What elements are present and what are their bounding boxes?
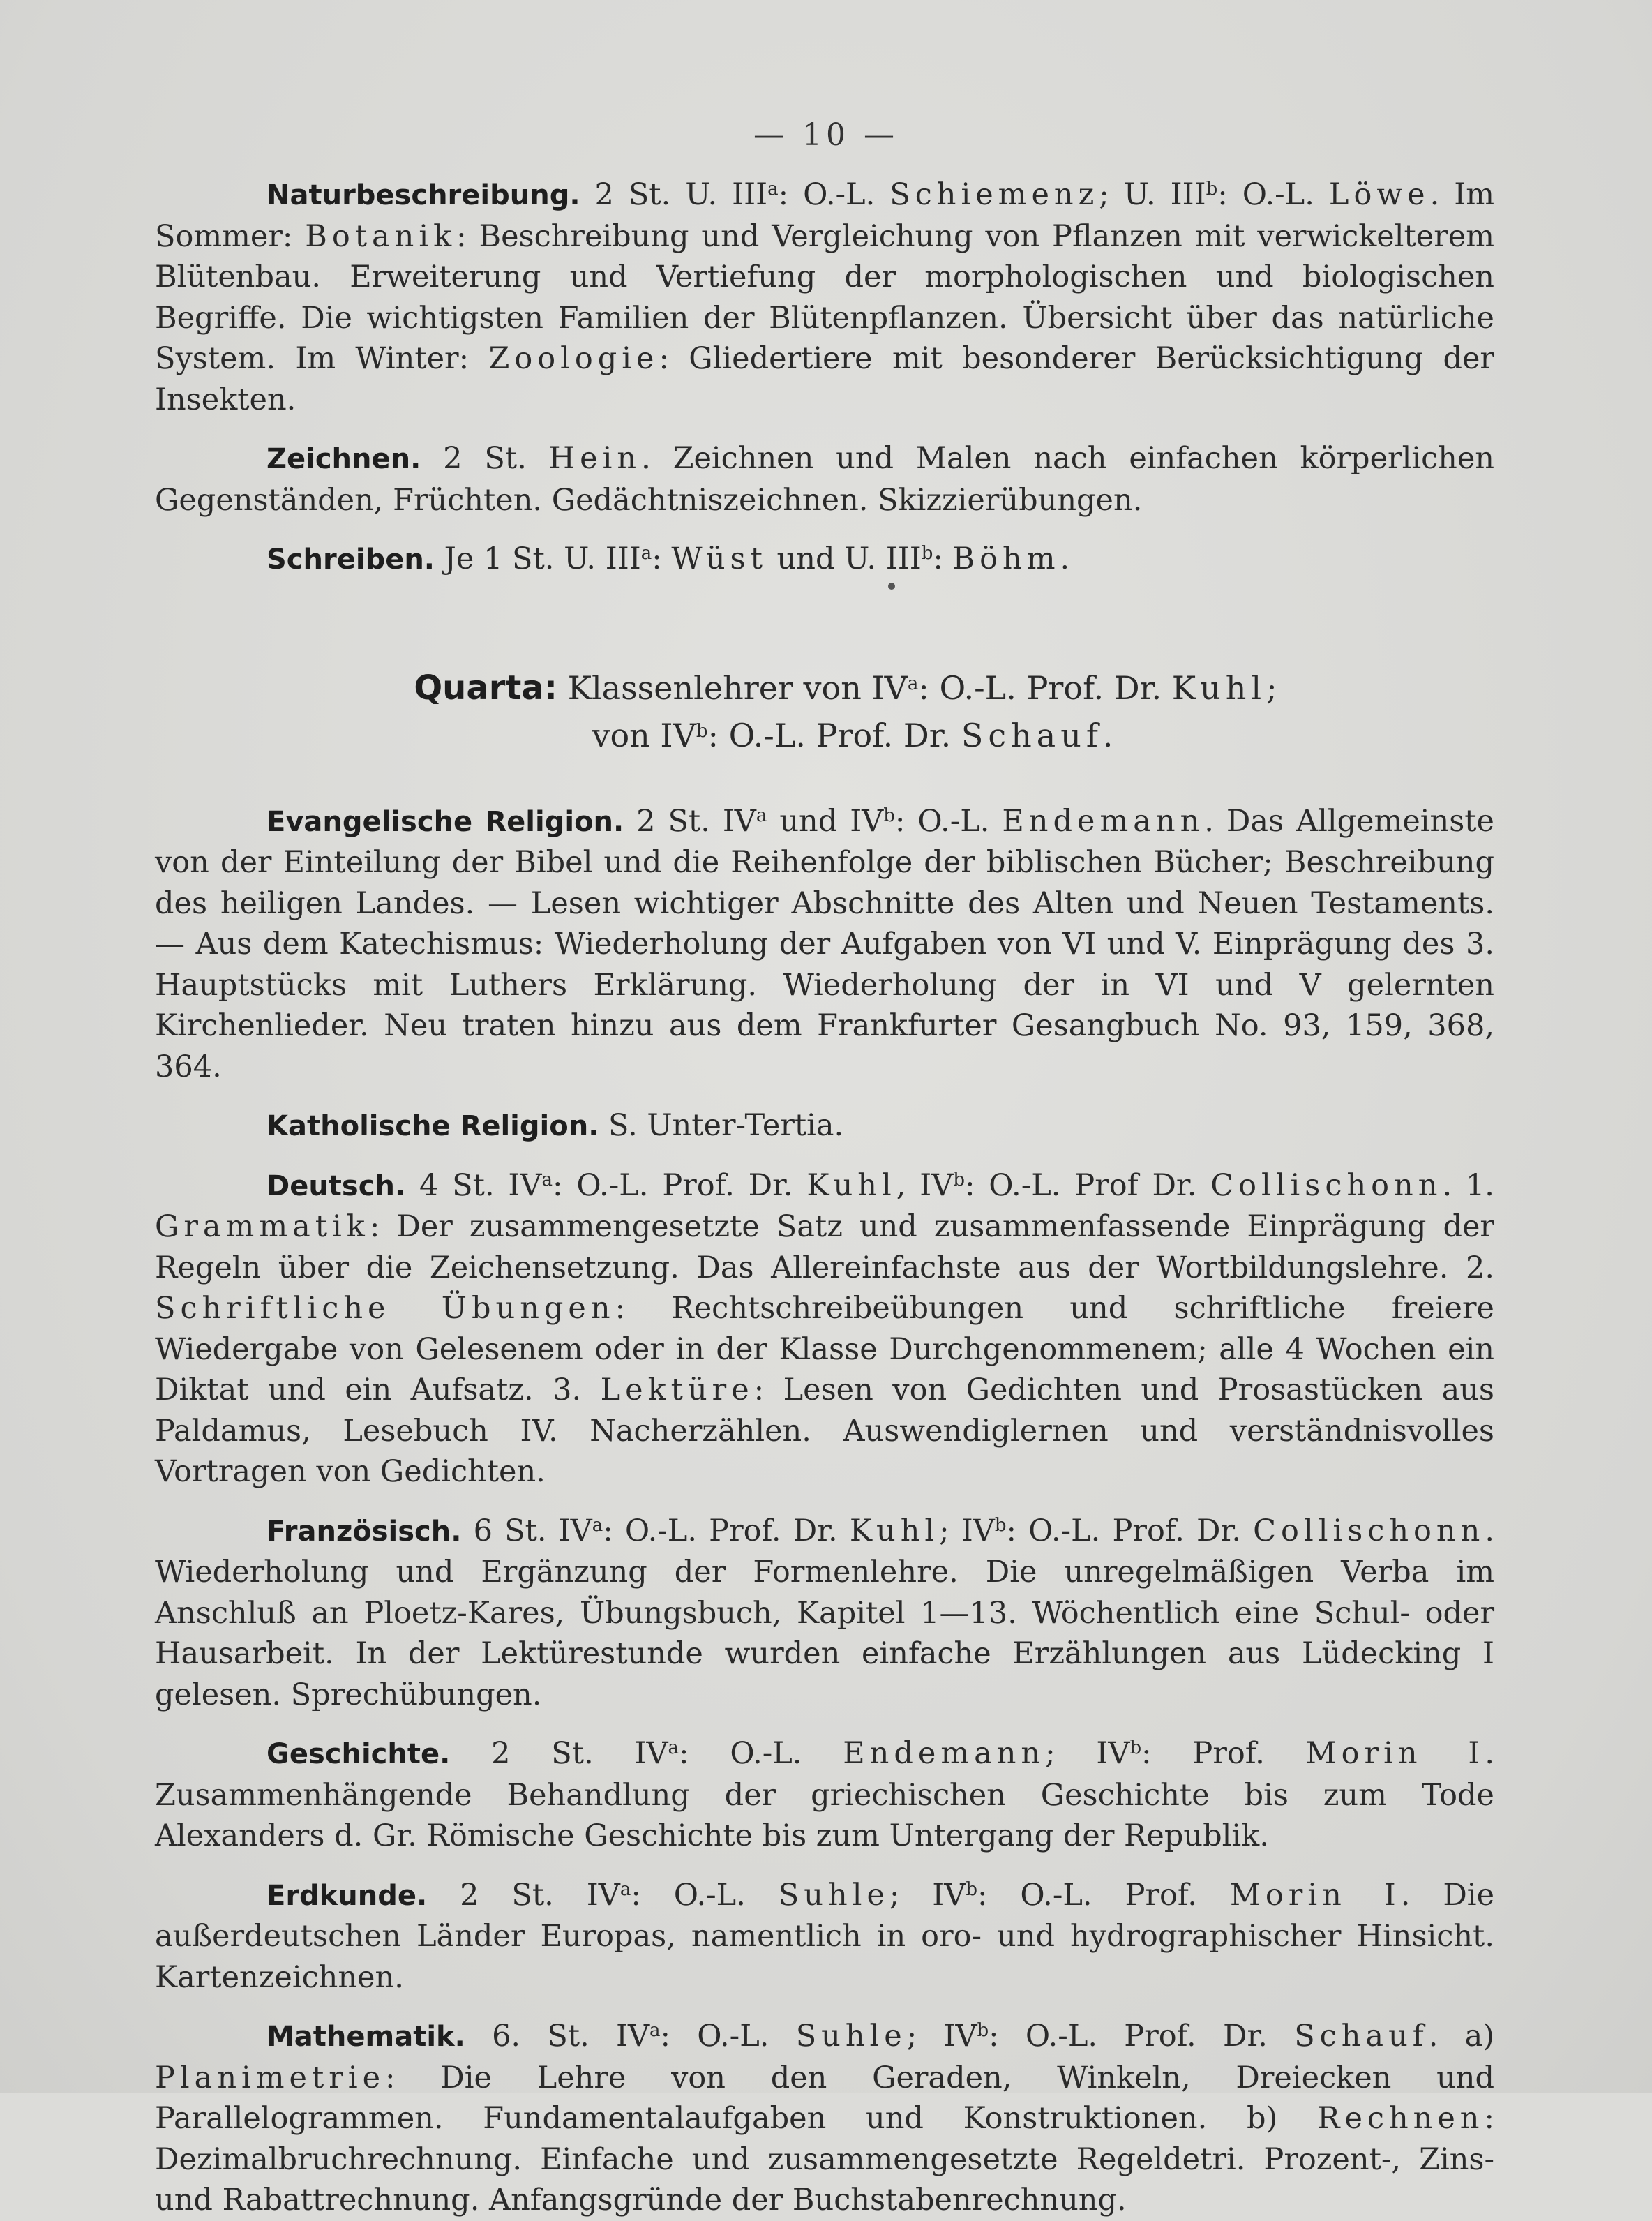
spaced-name: Planimetrie <box>155 2060 386 2095</box>
superscript: b <box>977 2020 989 2041</box>
subject-heading: Erdkunde. <box>266 1879 428 1912</box>
subject-paragraph <box>155 174 1494 420</box>
superscript: a <box>541 1169 553 1190</box>
text-run: . <box>1060 541 1070 576</box>
text-run: . Zeichnen und Malen nach einfachen körperlichen Gegenständen, Früchten. Gedächtniszeichnen. Skizzierübungen. <box>155 441 1494 518</box>
text-run: . Das Allgemeinste von der Einteilung der Bibel und die Reihenfolge der biblischen Bücher; Beschreibung des heiligen Landes. — Lesen wichtiger Abschnitte des Alten und Neuen Testaments. — Aus dem Katechismus: Wiederholung der Aufgaben von VI und V. Einprägung des 3. Hauptstücks mit Luthers Erklärung. Wiederholung der in VI und V gelernten Kirchenlieder. Neu traten hinzu aus dem Frankfurter Gesangbuch No. 93, 159, 368, 364. <box>155 803 1495 1084</box>
spaced-name: Kuhl <box>1171 668 1267 707</box>
text-run: . 1. <box>1442 1167 1494 1203</box>
spaced-name: Löwe <box>1328 177 1430 212</box>
text-run: ; IV <box>939 1513 995 1548</box>
subject-heading: Schreiben. <box>266 544 435 576</box>
subject-paragraph <box>155 1511 1494 1716</box>
subject-paragraph <box>155 539 1494 581</box>
subject-paragraph <box>155 438 1494 521</box>
section-heading-quarta <box>155 664 1494 759</box>
spaced-name: Botanik <box>305 218 457 254</box>
subject-paragraph <box>155 1105 1494 1147</box>
subject-heading: Katholische Religion. <box>266 1110 599 1142</box>
text-run: : <box>933 541 953 576</box>
text-run: 2 St. IV <box>427 1877 620 1913</box>
section-title: Quarta: <box>414 668 557 708</box>
subject-heading: Zeichnen. <box>266 443 421 475</box>
spaced-name: Morin I <box>1305 1736 1485 1771</box>
superscript: a <box>668 1737 679 1758</box>
text-run: : Dezimalbruchrechnung. Einfache und zusammengesetzte Regeldetri. Prozent-, Zins- und Rabattrechnung. Anfangsgründe der Buchstabenrechnung. <box>155 2101 1494 2218</box>
spaced-name: Collischonn <box>1210 1167 1443 1203</box>
text-run: : O.-L. Prof. <box>977 1877 1230 1913</box>
spaced-name: Endemann <box>843 1736 1046 1771</box>
section-line-2 <box>155 712 1494 759</box>
text-run: : O.-L. Prof. Dr. <box>989 2019 1295 2054</box>
superscript: b <box>1206 179 1218 200</box>
text-run: : O.-L. Prof Dr. <box>964 1167 1211 1203</box>
spaced-name: Suhle <box>778 1877 889 1913</box>
subject-paragraph <box>155 1875 1494 1998</box>
superscript: a <box>592 1514 603 1536</box>
text-run: 2 St. <box>421 441 549 476</box>
spaced-name: Kuhl <box>806 1167 896 1203</box>
superscript: a <box>649 2020 661 2041</box>
text-run: : O.-L. Prof. Dr. <box>552 1167 807 1203</box>
page-content <box>155 174 1494 2221</box>
superscript: b <box>966 1878 978 1900</box>
text-run: Klassenlehrer von IV <box>557 668 908 707</box>
text-run: : Gliedertiere mit besonderer Berücksichtigung der Insekten. <box>155 341 1494 417</box>
superscript: a <box>767 179 779 200</box>
text-run: : Prof. <box>1141 1736 1306 1771</box>
text-run: von IV <box>592 716 696 754</box>
spaced-name: Rechnen <box>1317 2101 1485 2136</box>
superscript: b <box>994 1514 1007 1536</box>
text-run: ; IV <box>906 2019 977 2054</box>
text-run: : O.-L. <box>660 2019 796 2054</box>
text-run: . Zusammenhängende Behandlung der griechischen Geschichte bis zum Tode Alexanders d. Gr. Römische Geschichte bis zum Untergang der Republik. <box>155 1736 1494 1853</box>
spaced-name: Kuhl <box>849 1513 940 1548</box>
subject-paragraph <box>155 801 1494 1088</box>
spaced-name: Lektüre <box>600 1373 754 1407</box>
subject-paragraph <box>155 1733 1494 1857</box>
text-run: 2 St. IV <box>624 803 756 839</box>
subject-heading: Deutsch. <box>266 1169 406 1202</box>
text-run: : O.-L. <box>1217 177 1329 212</box>
subject-heading: Naturbeschreibung. <box>266 179 580 211</box>
spaced-name: Böhm <box>952 541 1060 576</box>
text-run: ; IV <box>889 1877 966 1913</box>
spaced-name: Suhle <box>795 2019 907 2054</box>
superscript: a <box>620 1878 631 1900</box>
text-run: , IV <box>896 1167 954 1203</box>
text-run: : Lesen von Gedichten und Prosastücken aus Paldamus, Lesebuch IV. Nacherzählen. Auswendiglernen und verständnisvolles Vortragen von Gedichten. <box>155 1373 1494 1489</box>
text-run: : O.-L. <box>894 803 1003 839</box>
spaced-name: Schauf <box>961 716 1103 754</box>
spaced-name: Morin I <box>1229 1877 1401 1913</box>
text-run: : O.-L. Prof. Dr. <box>1006 1513 1254 1548</box>
text-run: : O.-L. <box>631 1877 779 1913</box>
section-line-1 <box>155 664 1494 712</box>
text-run: 6 St. IV <box>461 1513 592 1548</box>
spaced-name: Endemann <box>1002 803 1205 839</box>
spaced-name: Collischonn <box>1253 1513 1485 1548</box>
superscript: b <box>953 1169 965 1190</box>
text-run: ; U. III <box>1099 177 1206 212</box>
subject-heading: Geschichte. <box>266 1738 451 1770</box>
text-run: 6. St. IV <box>465 2019 650 2054</box>
text-run: : Beschreibung und Vergleichung von Pflanzen mit verwickelterem Blütenbau. Erweiterung und Vertiefung der morphologischen und biologischen Begriffe. Die wichtigsten Familien der Blütenpflanzen. Übersicht über das natürliche System. Im Winter: <box>155 218 1494 376</box>
subject-heading: Evangelische Religion. <box>266 805 624 838</box>
superscript: a <box>640 543 652 564</box>
text-run: 2 St. IV <box>450 1736 668 1771</box>
spaced-name: Schauf <box>1294 2019 1429 2054</box>
text-run: 4 St. IV <box>405 1167 542 1203</box>
text-run: . Wiederholung und Ergänzung der Formenlehre. Die unregelmäßigen Verba im Anschluß an Ploetz-Kares, Übungsbuch, Kapitel 1—13. Wöchentlich eine Schul- oder Hausarbeit. In der Lektürestunde wurden einfache Erzählungen aus Lüdecking I gelesen. Sprechübungen. <box>155 1513 1494 1712</box>
text-run: ; <box>1266 668 1277 707</box>
superscript: a <box>907 673 919 694</box>
spaced-name: Schriftliche Übungen <box>155 1291 615 1326</box>
text-run: . Die außerdeutschen Länder Europas, namentlich in oro- und hydrographischer Hinsicht. Kartenzeichnen. <box>155 1877 1495 1995</box>
text-run: : O.-L. <box>778 177 890 212</box>
text-run: Je 1 St. U. III <box>435 541 641 576</box>
text-run: : <box>652 541 672 576</box>
superscript: b <box>883 805 895 826</box>
subjects-upper <box>155 174 1494 581</box>
text-run: . <box>1102 716 1113 754</box>
text-run: : O.-L. Prof. Dr. <box>918 668 1172 707</box>
spaced-name: Zoologie <box>488 341 659 376</box>
text-run: 2 St. U. III <box>580 177 768 212</box>
spaced-name: Grammatik <box>155 1209 370 1244</box>
subject-heading: Französisch. <box>266 1515 462 1548</box>
text-run: : O.-L. Prof. Dr. <box>603 1513 850 1548</box>
text-run: : O.-L. Prof. Dr. <box>707 716 961 754</box>
subject-heading: Mathematik. <box>266 2021 465 2053</box>
superscript: b <box>921 543 933 564</box>
superscript: a <box>756 805 767 826</box>
text-run: : O.-L. <box>679 1736 843 1771</box>
subjects-quarta <box>155 801 1494 2221</box>
text-run: . a) <box>1428 2019 1495 2054</box>
text-run: und U. III <box>767 541 922 576</box>
spaced-name: Hein <box>548 441 642 476</box>
spaced-name: Wüst <box>671 541 767 576</box>
superscript: b <box>696 720 708 742</box>
text-run: : Rechtschreibeübungen und schriftliche freiere Wiedergabe von Gelesenem oder in der Klasse Durchgenommenem; alle 4 Wochen ein Diktat und ein Aufsatz. 3. <box>155 1291 1494 1407</box>
text-run: und IV <box>767 803 884 839</box>
text-run: : Der zusammengesetzte Satz und zusammenfassende Einprägung der Regeln über die Zeichensetzung. Das Allereinfachste aus der Wortbildungslehre. 2. <box>155 1209 1494 1285</box>
section-line-1-text <box>557 669 1277 707</box>
text-run: . Im Sommer: <box>155 177 1494 254</box>
text-run: S. Unter-Tertia. <box>599 1108 844 1143</box>
spaced-name: Schiemenz <box>889 177 1099 212</box>
text-run: ; IV <box>1045 1736 1130 1771</box>
superscript: b <box>1129 1737 1142 1758</box>
subject-paragraph <box>155 1165 1494 1493</box>
text-run: : Die Lehre von den Geraden, Winkeln, Dreiecken und Parallelogrammen. Fundamentalaufgaben und Konstruktionen. b) <box>155 2060 1494 2136</box>
subject-paragraph <box>155 2016 1494 2221</box>
page-number: — 10 — <box>753 117 899 153</box>
